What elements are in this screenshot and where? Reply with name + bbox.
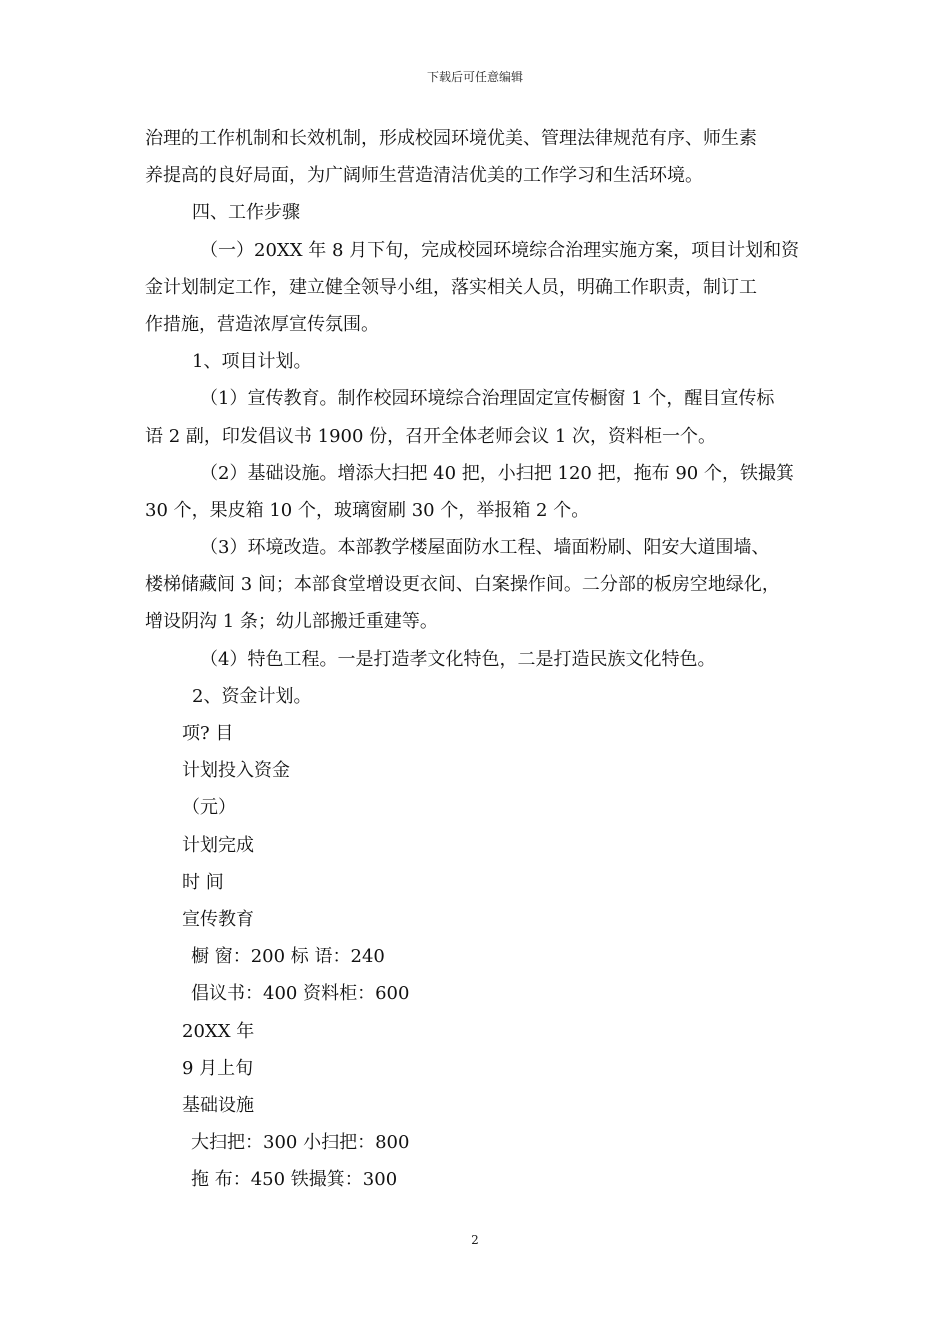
paragraph-line: 增设阴沟 1 条；幼儿部搬迁重建等。 [145,611,438,633]
table-cell-text: 拖 布：450 铁撮箕：300 [191,1169,398,1191]
table-cell-text: 计划完成 [182,834,254,856]
table-cell-text: （元） [182,797,236,819]
table-cell-text: 计划投入资金 [182,760,290,782]
paragraph-line: （一）20XX 年 8 月下旬，完成校园环境综合治理实施方案，项目计划和资 [200,239,800,261]
paragraph-line: 养提高的良好局面，为广阔师生营造清洁优美的工作学习和生活环境。 [145,165,703,187]
paragraph-line: 30 个，果皮箱 10 个，玻璃窗刷 30 个，举报箱 2 个。 [145,499,590,521]
subsection-heading: 1、项目计划。 [192,351,312,373]
paragraph-line: （4）特色工程。一是打造孝文化特色，二是打造民族文化特色。 [200,648,716,670]
table-cell-text: 基础设施 [182,1094,254,1116]
table-cell-text: 大扫把：300 小扫把：800 [191,1132,410,1154]
paragraph-line: （3）环境改造。本部教学楼屋面防水工程、墙面粉刷、阳安大道围墙、 [200,537,770,559]
table-cell-text: 倡议书：400 资料柜：600 [191,983,410,1005]
table-cell-text: 20XX 年 [182,1020,255,1042]
subsection-heading: 2、资金计划。 [192,685,312,707]
paragraph-line: 语 2 副，印发倡议书 1900 份，召开全体老师会议 1 次，资料柜一个。 [145,425,717,447]
table-cell-text: 项? 目 [182,723,234,744]
page-header: 下载后可任意编辑 [426,70,523,84]
paragraph-line: 作措施，营造浓厚宣传氛围。 [145,313,379,335]
table-cell-text: 时 间 [182,871,224,893]
paragraph-line: （1）宣传教育。制作校园环境综合治理固定宣传橱窗 1 个，醒目宣传标 [200,388,775,410]
section-heading: 四、工作步骤 [192,202,300,224]
table-cell-text: 宣传教育 [182,908,254,930]
document-body [145,120,820,1198]
paragraph-line: 楼梯储藏间 3 间；本部食堂增设更衣间、白案操作间。二分部的板房空地绿化， [145,574,780,596]
paragraph-line: （2）基础设施。增添大扫把 40 把，小扫把 120 把，拖布 90 个，铁撮箕 [200,462,794,484]
table-cell-text: 9 月上旬 [182,1057,254,1079]
page-number: 2 [471,1233,479,1247]
table-cell-text: 橱 窗：200 标 语：240 [191,946,385,968]
paragraph-line: 金计划制定工作，建立健全领导小组，落实相关人员，明确工作职责，制订工 [145,276,757,298]
paragraph-line: 治理的工作机制和长效机制，形成校园环境优美、管理法律规范有序、师生素 [145,128,757,149]
